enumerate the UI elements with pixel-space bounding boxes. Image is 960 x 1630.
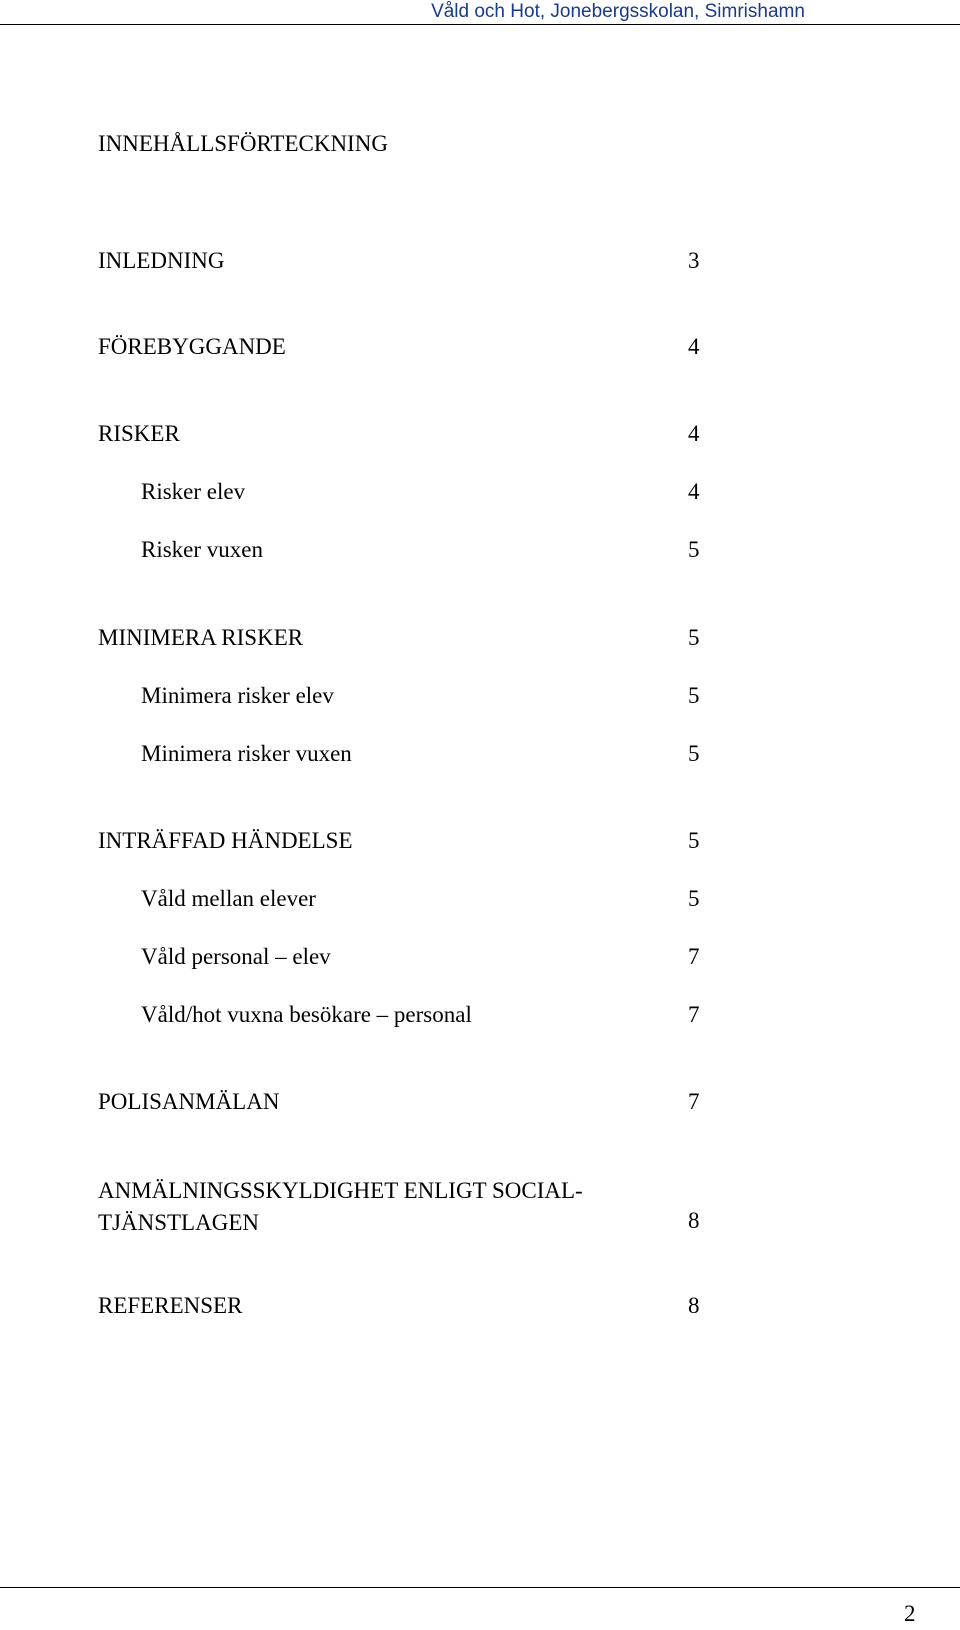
toc-entry-page: 5 [688, 683, 700, 708]
toc-entry-page: 7 [688, 944, 700, 969]
toc-entry-vald-personal-elev[interactable] [0, 943, 960, 971]
toc-entry-page: 3 [688, 248, 700, 273]
toc-entry-minimera-risker-elev[interactable] [0, 682, 960, 710]
toc-entry-page: 4 [688, 479, 700, 504]
toc-entry-minimera-risker[interactable] [0, 624, 960, 652]
toc-entry-page: 7 [688, 1089, 700, 1114]
toc-entry-label: INLEDNING [98, 248, 225, 273]
toc-entry-intraffad-handelse[interactable] [0, 827, 960, 855]
toc-entry-page: 8 [688, 1293, 700, 1318]
toc-entry-minimera-risker-vuxen[interactable] [0, 740, 960, 768]
toc-entry-label: Risker vuxen [141, 537, 264, 562]
toc-entry-label: RISKER [98, 421, 180, 446]
toc-entry-label: POLISANMÄLAN [98, 1089, 280, 1114]
toc-entry-page: 5 [688, 537, 700, 562]
toc-entry-page: 8 [688, 1208, 700, 1233]
toc-entry-risker-vuxen[interactable] [0, 536, 960, 564]
toc-entry-vald-hot-besokare[interactable] [0, 1001, 960, 1029]
header-divider [0, 24, 960, 25]
toc-title: INNEHÅLLSFÖRTECKNING [98, 131, 388, 156]
toc-entry-page: 7 [688, 1002, 700, 1027]
toc-entry-forebyggande[interactable] [0, 333, 960, 361]
toc-entry-label: Risker elev [141, 479, 246, 504]
toc-entry-label: Våld/hot vuxna besökare – personal [141, 1002, 472, 1027]
toc-entry-label: MINIMERA RISKER [98, 625, 304, 650]
toc-entry-polisanmalan[interactable] [0, 1088, 960, 1116]
toc-entry-label: REFERENSER [98, 1293, 243, 1318]
toc-entry-label: Minimera risker vuxen [141, 741, 352, 766]
toc-entry-page: 4 [688, 421, 700, 446]
footer-divider [0, 1587, 960, 1588]
toc-entry-page: 5 [688, 886, 700, 911]
toc-entry-page: 5 [688, 828, 700, 853]
toc-entry-label: FÖREBYGGANDE [98, 334, 286, 359]
toc-entry-risker-elev[interactable] [0, 478, 960, 506]
toc-entry-label [98, 1175, 583, 1239]
toc-entry-label: Minimera risker elev [141, 683, 334, 708]
toc-entry-label: Våld personal – elev [141, 944, 331, 969]
toc-entry-label: INTRÄFFAD HÄNDELSE [98, 828, 353, 853]
toc-entry-inledning[interactable] [0, 247, 960, 275]
toc-entry-label: Våld mellan elever [141, 886, 316, 911]
toc-entry-risker[interactable] [0, 420, 960, 448]
toc-entry-label-line1: ANMÄLNINGSSKYLDIGHET ENLIGT SOCIAL- [98, 1178, 583, 1203]
toc-entry-page: 5 [688, 741, 700, 766]
toc-entry-anmalningsskyldighet[interactable] [0, 1175, 960, 1235]
running-header: Våld och Hot, Jonebergsskolan, Simrishamn [431, 1, 805, 22]
toc-entry-referenser[interactable] [0, 1292, 960, 1320]
toc-entry-label-line2: TJÄNSTLAGEN [98, 1210, 259, 1235]
toc-entry-page: 5 [688, 625, 700, 650]
toc-entry-vald-mellan-elever[interactable] [0, 885, 960, 913]
page-number: 2 [904, 1601, 916, 1626]
toc-entry-page: 4 [688, 334, 700, 359]
